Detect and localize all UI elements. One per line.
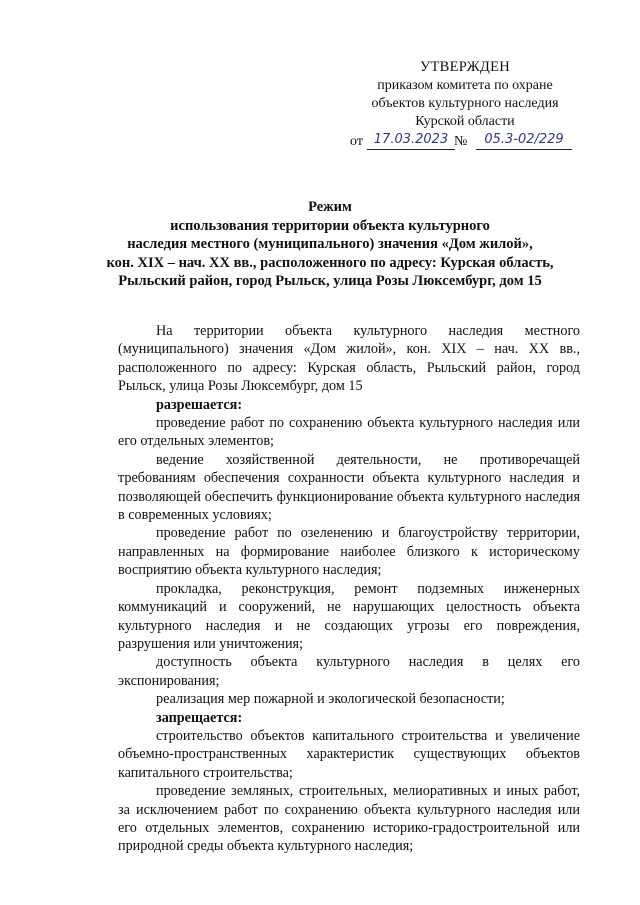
intro-paragraph: На территории объекта культурного наследия местного (муниципального) значения «Дом жилой», кон. XIX – нач. XX вв., расположенного по адресу: Курская область, Рыльский район, город Рыльск, улица Розы Люксембург, дом 15 (118, 323, 580, 395)
allowed-item: доступность объекта культурного наследия в целях его экспонирования; (118, 654, 580, 689)
allowed-label: разрешается: (156, 396, 243, 413)
heading-line: наследия местного (муниципального) значения «Дом жилой», (127, 236, 533, 252)
heading-line: Режим (308, 199, 352, 215)
allowed-item: ведение хозяйственной деятельности, не противоречащей требованиям обеспечения сохранности объекта культурного наследия и позволяющей обеспечить функционирование объекта культурного наследия в современных условиях; (118, 451, 580, 524)
forbidden-label: запрещается: (156, 709, 243, 726)
heading-line: Рыльский район, город Рыльск, улица Розы Люксембург, дом 15 (118, 273, 542, 289)
approval-title: УТВЕРЖДЕН (419, 59, 511, 75)
approval-line: объектов культурного наследия (371, 96, 559, 111)
allowed-item: реализация мер пожарной и экологической безопасности; (156, 691, 505, 708)
approval-stamp (350, 58, 580, 151)
number-sign: № (454, 134, 468, 149)
heading-line: использования территории объекта культурного (170, 217, 490, 234)
date-prefix: от (350, 134, 363, 149)
forbidden-item: строительство объектов капитального строительства и увеличение объемно-пространственных характеристик существующих объектов капитального строительства; (118, 727, 580, 781)
allowed-item: проведение работ по сохранению объекта культурного наследия или его отдельных элементов; (118, 415, 580, 450)
approval-date-line (350, 131, 580, 151)
approval-line: Курской области (415, 114, 515, 129)
approval-line: приказом комитета по охране (377, 78, 553, 93)
approval-date: 17.03.2023 (367, 131, 455, 150)
allowed-item: прокладка, реконструкция, ремонт подземных инженерных коммуникаций и сооружений, не нарушающих целостность объекта культурного наследия и не создающих угрозы его повреждения, разрушения или уничтожения; (118, 580, 580, 652)
heading-line: кон. XIX – нач. XX вв., расположенного по адресу: Курская область, (106, 254, 554, 271)
allowed-item: проведение работ по озеленению и благоустройству территории, направленных на формирование наиболее близкого к историческому восприятию объекта культурного наследия; (118, 525, 580, 579)
document-body (118, 322, 580, 856)
forbidden-item: проведение земляных, строительных, мелиоративных и иных работ, за исключением работ по сохранению объекта культурного наследия или его отдельных элементов, сохранению историко-градостроительной или природной среды объекта культурного наследия; (118, 783, 580, 855)
approval-number: 05.3-02/229 (476, 131, 572, 150)
document-heading (90, 198, 570, 291)
